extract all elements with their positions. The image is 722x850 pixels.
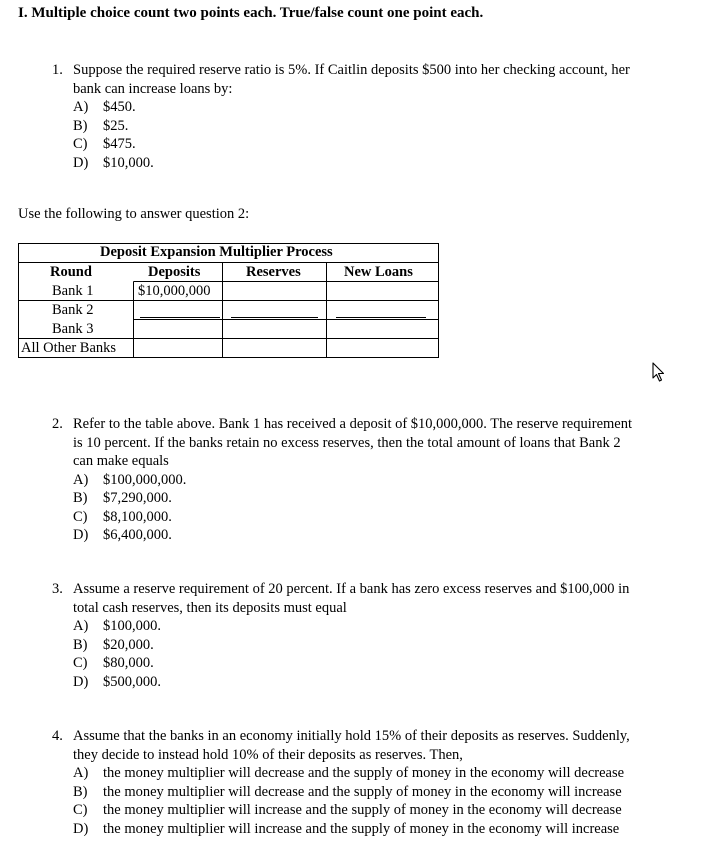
stem-line: is 10 percent. If the banks retain no excess reserves, then the total amount of loans that Bank 2 — [73, 434, 621, 451]
question-4 — [52, 727, 702, 838]
stem-line: Suppose the required reserve ratio is 5%. If Caitlin deposits $500 into her checking account, her — [73, 62, 630, 78]
section-header: I. Multiple choice count two points each. True/false count one point each. — [18, 5, 484, 21]
question-2 — [52, 415, 702, 545]
option-list — [73, 617, 702, 691]
option-b: B) $20,000. — [73, 636, 154, 653]
column-header-reserves: Reserves — [246, 264, 301, 280]
table-cell-round: Bank 2 — [52, 302, 94, 318]
column-header-deposits: Deposits — [148, 264, 201, 280]
option-c: C) the money multiplier will increase and the supply of money in the economy will decrease — [73, 802, 622, 818]
option-b: B) $7,290,000. — [73, 490, 172, 506]
option-c: C) $475. — [73, 136, 136, 152]
question-stem — [73, 415, 702, 471]
option-d: D) $6,400,000. — [73, 527, 172, 543]
question-number: 1. — [52, 62, 63, 78]
column-header-new-loans: New Loans — [344, 264, 413, 280]
option-b: B) the money multiplier will decrease and the supply of money in the economy will increase — [73, 783, 622, 800]
mouse-pointer-icon — [652, 362, 666, 382]
question-2-intro: Use the following to answer question 2: — [18, 206, 250, 222]
option-list — [73, 764, 702, 838]
table-title: Deposit Expansion Multiplier Process — [100, 244, 333, 260]
question-number: 3. — [52, 581, 63, 597]
option-c: C) $8,100,000. — [73, 508, 172, 525]
stem-line: Assume a reserve requirement of 20 percent. If a bank has zero excess reserves and $100,000 in — [73, 581, 630, 597]
option-a: A) the money multiplier will decrease and the supply of money in the economy will decrease — [73, 765, 625, 781]
stem-line: Assume that the banks in an economy initially hold 15% of their deposits as reserves. Suddenly, — [73, 728, 630, 744]
table-cell-round: Bank 3 — [52, 321, 94, 337]
table-cell-round: All Other Banks — [21, 340, 117, 356]
column-header-round: Round — [50, 264, 92, 280]
option-b: B) $25. — [73, 117, 129, 134]
question-stem — [73, 580, 702, 617]
table-cell-deposits: $10,000,000 — [138, 283, 211, 299]
stem-line: can make equals — [73, 453, 169, 469]
option-a: A) $100,000,000. — [73, 471, 187, 488]
option-c: C) $80,000. — [73, 655, 154, 671]
question-number: 2. — [52, 416, 63, 432]
question-stem — [73, 727, 702, 764]
option-a: A) $100,000. — [73, 618, 161, 634]
stem-line: Refer to the table above. Bank 1 has received a deposit of $10,000,000. The reserve requirement — [73, 416, 632, 432]
question-3 — [52, 580, 702, 691]
option-a: A) $450. — [73, 99, 136, 115]
stem-line: they decide to instead hold 10% of their deposits as reserves. Then, — [73, 746, 463, 763]
option-d: D) the money multiplier will increase and the supply of money in the economy will increase — [73, 820, 620, 837]
stem-line: total cash reserves, then its deposits must equal — [73, 599, 347, 616]
table-cell-round: Bank 1 — [52, 283, 94, 299]
question-number: 4. — [52, 728, 63, 744]
option-d: D) $500,000. — [73, 673, 161, 690]
stem-line: bank can increase loans by: — [73, 80, 233, 97]
table-grid — [0, 0, 722, 370]
option-d: D) $10,000. — [73, 154, 154, 171]
option-list — [73, 471, 702, 545]
